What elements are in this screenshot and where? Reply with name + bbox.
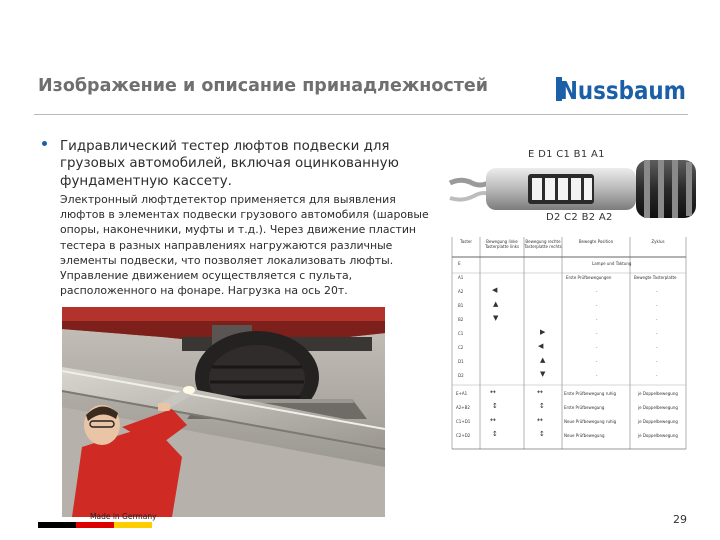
table-cell: - bbox=[596, 359, 598, 364]
table-cell: - bbox=[596, 331, 598, 336]
table-row bbox=[452, 342, 686, 356]
description-text: Электронный люфтдетектор применяется для выявления люфтов в элементах подвески грузового автомобиля (шаровые опоры, наконечники, муфты и т.д.). Через движение пластин тестера в разных направлениях нагружаются различные элементы подвески, что позволяет локализовать люфты. Управление движением осуществляется с пульта, расположенного на фонаре. Нагрузка на ось 20т. bbox=[60, 193, 429, 298]
table-cell: je Doppelbewegung bbox=[638, 405, 678, 410]
device-top-labels: E D1 C1 B1 A1 bbox=[528, 149, 605, 160]
table-cell: A2+B2 bbox=[456, 405, 470, 410]
table-row bbox=[452, 314, 686, 328]
table-cell: Erste Prüfbewegung ruhig bbox=[564, 391, 617, 396]
arrow-down-icon: ▼ bbox=[540, 370, 546, 378]
arrow-vertical-icon: ↕ bbox=[492, 430, 498, 438]
table-cell: D1 bbox=[458, 359, 464, 364]
made-in-label: Made in Germany bbox=[90, 512, 157, 521]
table-row bbox=[452, 328, 686, 342]
table-cell: B2 bbox=[458, 317, 464, 322]
table-header: Bewegung rechte Tasterplatte rechts bbox=[524, 239, 562, 249]
table-cell: - bbox=[656, 303, 658, 308]
arrow-up-icon: ▲ bbox=[493, 300, 499, 308]
table-cell: - bbox=[656, 359, 658, 364]
table-cell: Lampe und Taktung bbox=[592, 261, 632, 266]
bullet-text: Гидравлический тестер люфтов подвески для грузовых автомобилей, включая оцинкованную фундаментную кассету. bbox=[60, 139, 399, 189]
table-cell: Neue Prüfbewegung ruhig bbox=[564, 419, 617, 424]
bullet-marker bbox=[42, 141, 47, 146]
table-cell: - bbox=[656, 373, 658, 378]
table-header: Bewegte Position bbox=[578, 239, 614, 244]
table-row bbox=[452, 276, 686, 286]
table-row bbox=[452, 356, 686, 370]
table-row bbox=[452, 402, 686, 418]
table-cell: C1+D1 bbox=[456, 419, 471, 424]
table-cell: Erste Prüfbewegungen bbox=[566, 275, 612, 280]
table-cell: - bbox=[656, 331, 658, 336]
page-number: 29 bbox=[673, 513, 687, 526]
arrow-left-icon: ◀ bbox=[492, 286, 498, 294]
table-cell: B1 bbox=[458, 303, 464, 308]
table-row bbox=[452, 262, 686, 272]
arrow-down-icon: ▼ bbox=[493, 314, 499, 322]
slide-title: Изображение и описание принадлежностей bbox=[38, 76, 488, 96]
table-cell: - bbox=[656, 317, 658, 322]
table-cell: - bbox=[656, 345, 658, 350]
table-cell: C1 bbox=[458, 331, 464, 336]
table-header: Taster bbox=[460, 239, 472, 244]
table-cell: C2+D2 bbox=[456, 433, 471, 438]
arrow-vertical-icon: ↕ bbox=[539, 430, 545, 438]
table-cell: - bbox=[596, 345, 598, 350]
table-cell: Neue Prüfbewegung bbox=[564, 433, 605, 438]
table-header: Bewegung linke Tasterplatte links bbox=[484, 239, 520, 249]
arrow-left-icon: ◀ bbox=[538, 342, 544, 350]
device-bottom-labels: D2 C2 B2 A2 bbox=[546, 212, 613, 223]
table-cell: D2 bbox=[458, 373, 464, 378]
table-cell: C2 bbox=[458, 345, 464, 350]
arrow-vertical-icon: ↕ bbox=[492, 402, 498, 410]
arrow-horizontal-icon: ↔ bbox=[490, 388, 496, 396]
table-cell: Bewegte Tasterplatte bbox=[634, 275, 677, 280]
table-cell: - bbox=[596, 373, 598, 378]
table-cell: Erste Prüfbewegung bbox=[564, 405, 605, 410]
table-row bbox=[452, 430, 686, 446]
table-row bbox=[452, 388, 686, 404]
table-cell: je Doppelbewegung bbox=[638, 419, 678, 424]
arrow-horizontal-icon: ↔ bbox=[490, 416, 496, 424]
arrow-horizontal-icon: ↔ bbox=[537, 388, 543, 396]
table-cell: - bbox=[596, 289, 598, 294]
table-row bbox=[452, 300, 686, 314]
arrow-right-icon: ▶ bbox=[540, 328, 546, 336]
table-row bbox=[452, 370, 686, 384]
arrow-horizontal-icon: ↔ bbox=[537, 416, 543, 424]
german-flag-bar bbox=[38, 522, 152, 528]
nussbaum-logo bbox=[556, 74, 688, 104]
mechanic-inspection-photo bbox=[62, 307, 385, 517]
table-cell: je Doppelbewegung bbox=[638, 433, 678, 438]
table-cell: E bbox=[458, 261, 461, 266]
table-cell: A1 bbox=[458, 275, 464, 280]
table-cell: je Doppelbewegung bbox=[638, 391, 678, 396]
table-cell: E+A1 bbox=[456, 391, 468, 396]
arrow-up-icon: ▲ bbox=[540, 356, 546, 364]
arrow-vertical-icon: ↕ bbox=[539, 402, 545, 410]
table-cell: - bbox=[596, 317, 598, 322]
table-cell: - bbox=[656, 289, 658, 294]
table-cell: - bbox=[596, 303, 598, 308]
table-row bbox=[452, 416, 686, 432]
header-divider bbox=[34, 114, 688, 115]
table-header: Zyklus bbox=[651, 239, 665, 244]
table-row bbox=[452, 286, 686, 300]
table-cell: A2 bbox=[458, 289, 464, 294]
svg-text:Nussbaum: Nussbaum bbox=[560, 76, 686, 105]
